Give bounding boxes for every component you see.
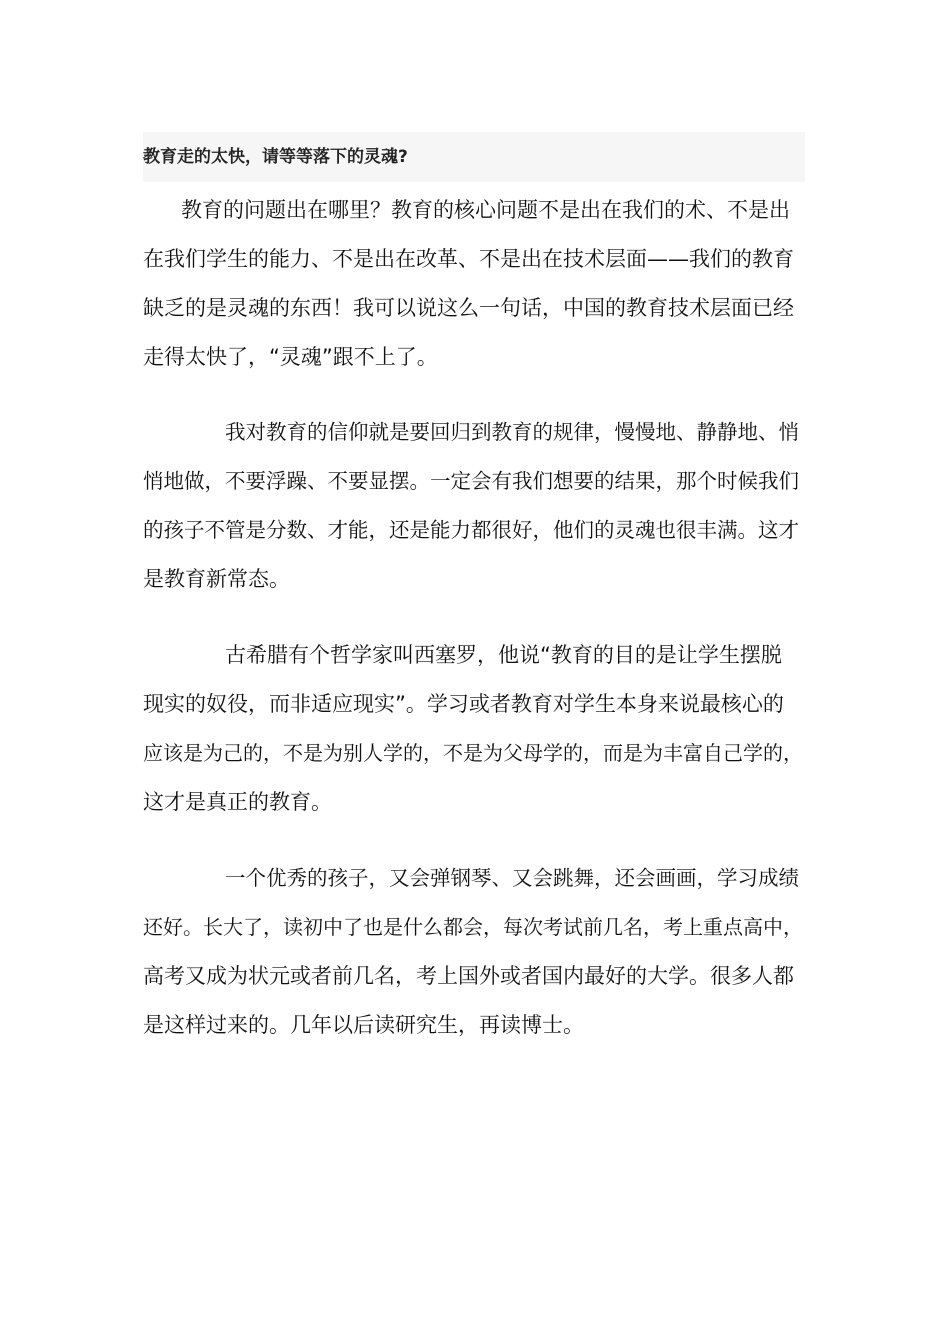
paragraph-line: 高考又成为状元或者前几名，考上国外或者国内最好的大学。很多人都 (143, 964, 794, 988)
paragraph-line: 古希腊有个哲学家叫西塞罗，他说“教育的目的是让学生摆脱 (225, 643, 782, 667)
paragraph-line: 走得太快了，“灵魂”跟不上了。 (143, 345, 438, 369)
paragraph-line: 我对教育的信仰就是要回归到教育的规律，慢慢地、静静地、悄 (225, 420, 799, 444)
paragraph-line: 应该是为己的，不是为别人学的，不是为父母学的，而是为丰富自己学的， (143, 741, 803, 765)
paragraph-line: 一个优秀的孩子，又会弹钢琴、又会跳舞，还会画画，学习成绩 (225, 866, 799, 890)
title-banner (143, 132, 805, 182)
paragraph-line: 缺乏的是灵魂的东西！我可以说这么一句话，中国的教育技术层面已经 (143, 296, 794, 320)
article-title: 教育走的太快，请等等落下的灵魂? (143, 147, 408, 167)
paragraph-line: 的孩子不管是分数、才能，还是能力都很好，他们的灵魂也很丰满。这才 (143, 518, 799, 542)
paragraph-line: 现实的奴役，而非适应现实”。学习或者教育对学生本身来说最核心的 (143, 692, 784, 716)
paragraph-line: 教育的问题出在哪里？教育的核心问题不是出在我们的术、不是出 (181, 198, 790, 222)
paragraph-line: 悄地做，不要浮躁、不要显摆。一定会有我们想要的结果，那个时候我们 (143, 469, 799, 493)
paragraph-line: 还好。长大了，读初中了也是什么都会，每次考试前几名，考上重点高中， (143, 915, 803, 939)
paragraph-line: 是教育新常态。 (143, 567, 290, 591)
paragraph-line: 这才是真正的教育。 (143, 790, 332, 814)
paragraph-line: 在我们学生的能力、不是出在改革、不是出在技术层面——我们的教育 (143, 247, 794, 271)
paragraph-line: 是这样过来的。几年以后读研究生，再读博士。 (143, 1013, 584, 1037)
